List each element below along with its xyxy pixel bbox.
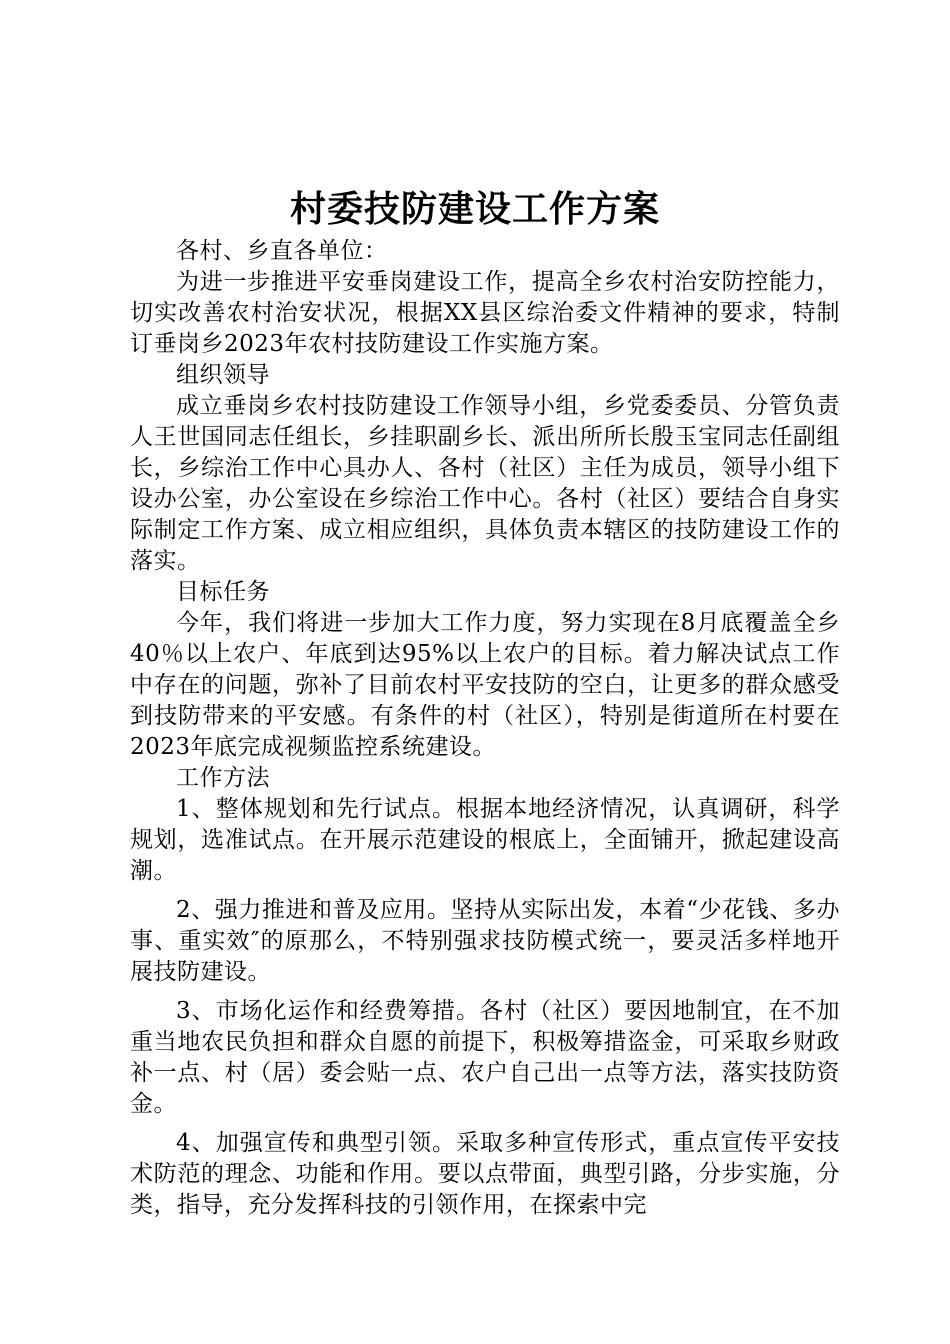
method-item-1: 1、整体规划和先行试点。根据本地经济情况，认真调研，科学规划，选准试点。在开展示范建设的根底上，全面铺开，掀起建设高潮。: [130, 796, 840, 884]
method-item-2: 2、强力推进和普及应用。坚持从实际出发，本着“少花钱、多办事、重实效″的原那么，不特别强求技防模式统一，要灵活多样地开展技防建设。: [130, 897, 840, 985]
salutation: 各村、乡直各单位：: [176, 238, 388, 264]
goal-paragraph: 今年，我们将进一步加大工作力度，努力实现在8月底覆盖全乡40％以上农户、年底到达95%以上农户的目标。着力解决试点工作中存在的问题，弥补了目前农村平安技防的空白，让更多的群众感受到技防带来的平安感。有条件的村（社区），特别是街道所在村要在2023年底完成视频监控系统建设。: [130, 610, 840, 760]
section-heading-goal: 目标任务: [176, 579, 270, 605]
intro-paragraph: 为进一步推进平安垂岗建设工作，提高全乡农村治安防控能力，切实改善农村治安状况，根据XX县区综治委文件精神的要求，特制订垂岗乡2023年农村技防建设工作实施方案。: [130, 269, 840, 357]
method-item-3: 3、市场化运作和经费筹措。各村（社区）要因地制宜，在不加重当地农民负担和群众自愿的前提下，积极筹措盗金，可采取乡财政补一点、村（居）委会贴一点、农户自己出一点等方法，落实技防资金。: [130, 998, 840, 1117]
document-title: 村委技防建设工作方案: [289, 188, 660, 230]
document-body: [130, 236, 840, 1221]
section-heading-org: 组织领导: [176, 362, 270, 388]
method-item-4: 4、加强宣传和典型引领。采取多种宣传形式，重点宣传平安技术防范的理念、功能和作用。要以点带面，典型引路，分步实施，分类，指导，充分发挥科技的引领作用，在探索中完: [130, 1130, 840, 1218]
org-paragraph: 成立垂岗乡农村技防建设工作领导小组，乡党委委员、分管负责人王世国同志任组长，乡挂职副乡长、派出所所长殷玉宝同志任副组长，乡综治工作中心具办人、各村（社区）主任为成员，领导小组下设办公室，办公室设在乡综治工作中心。各村（社区）要结合自身实际制定工作方案、成立相应组织，具体负责本辖区的技防建设工作的落实。: [130, 393, 840, 574]
section-heading-method: 工作方法: [176, 765, 270, 791]
